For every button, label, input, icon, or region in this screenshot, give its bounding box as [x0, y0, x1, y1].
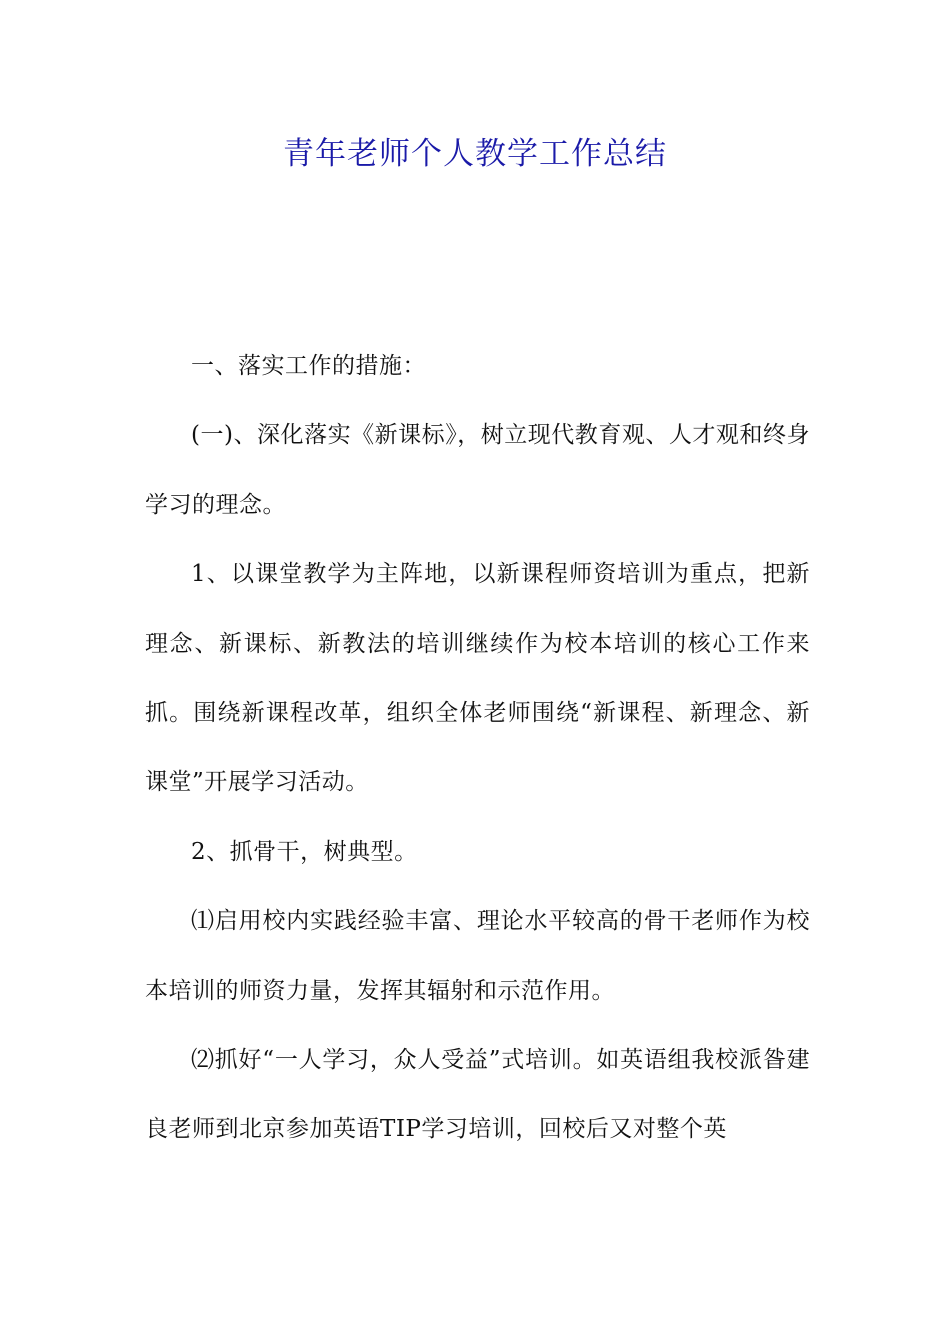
paragraph-subsection: (一)、深化落实《新课标》，树立现代教育观、人才观和终身学习的理念。 [145, 422, 810, 518]
document-body [145, 332, 810, 1165]
paragraph-section-heading: 一、落实工作的措施： [191, 353, 426, 379]
paragraph-subitem-2: ⑵抓好“一人学习，众人受益”式培训。如英语组我校派昝建良老师到北京参加英语TIP学习培训，回校后又对整个英 [145, 1047, 810, 1143]
paragraph-item-2: 2、抓骨干，树典型。 [191, 838, 418, 865]
paragraph-item-1: 1、以课堂教学为主阵地，以新课程师资培训为重点，把新理念、新课标、新教法的培训继续作为校本培训的核心工作来抓。围绕新课程改革，组织全体老师围绕“新课程、新理念、新课堂”开展学习活动。 [145, 561, 810, 796]
document-title: 青年老师个人教学工作总结 [283, 136, 667, 172]
paragraph-subitem-1: ⑴启用校内实践经验丰富、理论水平较高的骨干老师作为校本培训的师资力量，发挥其辐射和示范作用。 [145, 908, 810, 1004]
